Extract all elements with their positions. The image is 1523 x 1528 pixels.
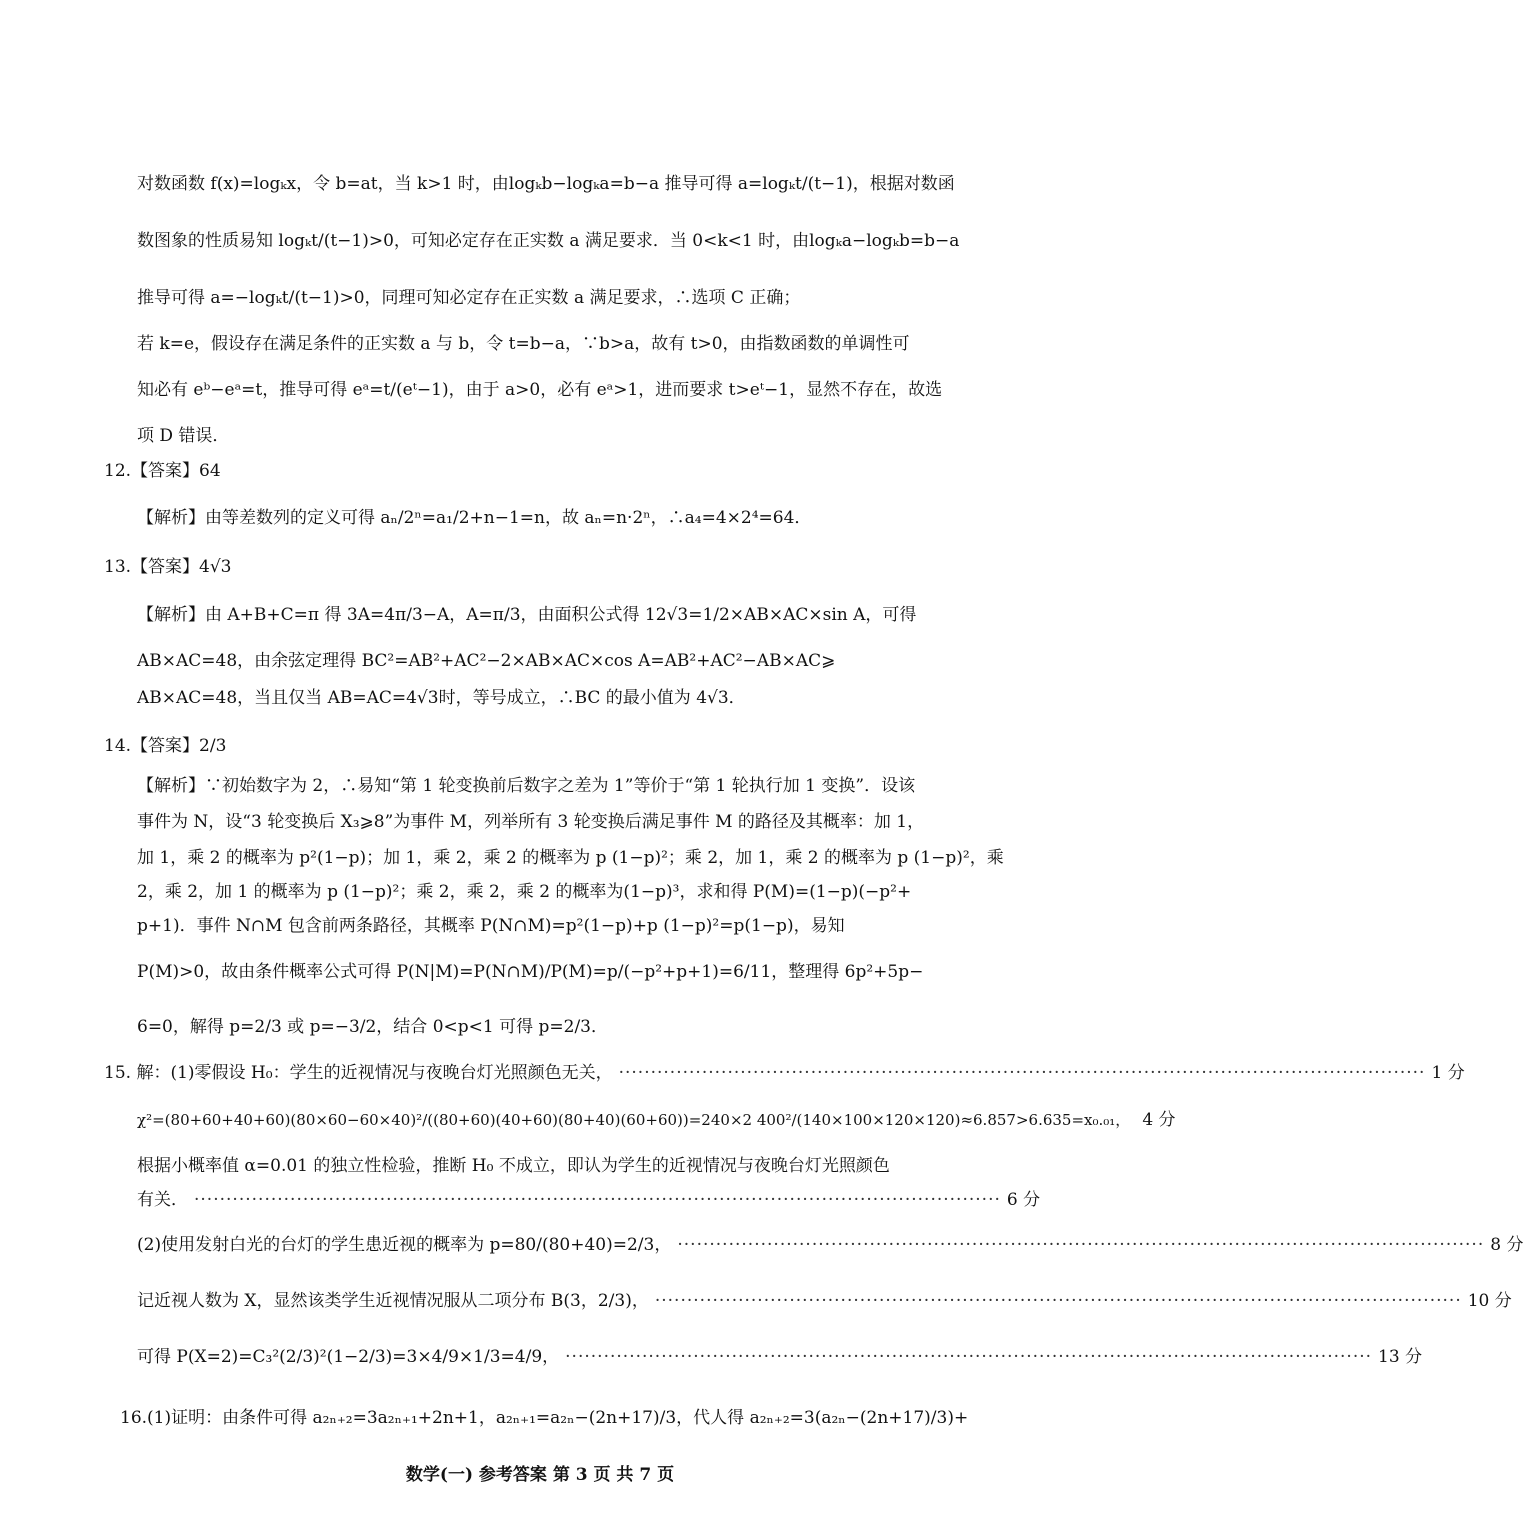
solution-15-text: 记近视人数为 X，显然该类学生近视情况服从二项分布 B(3，2/3)， bbox=[137, 1291, 649, 1311]
solution-15-text: 有关． bbox=[137, 1190, 188, 1210]
text-line: 推导可得 a=−logₖt/(t−1)>0，同理可知必定存在正实数 a 满足要求，∴选项 C 正确； bbox=[137, 288, 801, 308]
leader-dots bbox=[677, 1233, 1484, 1257]
score-points: 1 分 bbox=[1431, 1063, 1465, 1083]
solution-16-line: 16.(1)证明：由条件可得 a₂ₙ₊₂=3a₂ₙ₊₁+2n+1，a₂ₙ₊₁=a₂ₙ−(2n+17)/3，代人得 a₂ₙ₊₂=3(a₂ₙ−(2n+17)/3)+ bbox=[120, 1408, 969, 1428]
answer-14-heading: 14.【答案】2/3 bbox=[104, 736, 227, 756]
solution-15-text: 可得 P(X=2)=C₃²(2/3)²(1−2/3)=3×4/9×1/3=4/9， bbox=[137, 1347, 560, 1367]
solution-15-text: (2)使用发射白光的台灯的学生患近视的概率为 p=80/(80+40)=2/3， bbox=[137, 1235, 672, 1255]
solution-15-line bbox=[104, 1061, 1465, 1085]
answer-12-heading: 12.【答案】64 bbox=[104, 461, 221, 481]
solution-14-line: 【解析】∵初始数字为 2，∴易知“第 1 轮变换前后数字之差为 1”等价于“第 1 轮执行加 1 变换”．设该 bbox=[137, 776, 916, 796]
solution-13-line: 【解析】由 A+B+C=π 得 3A=4π/3−A，A=π/3，由面积公式得 12√3=1/2×AB×AC×sin A，可得 bbox=[137, 605, 917, 625]
solution-15-line bbox=[137, 1188, 1041, 1212]
solution-15-line bbox=[137, 1289, 1512, 1313]
page-footer: 数学(一) 参考答案 第 3 页 共 7 页 bbox=[405, 1465, 675, 1485]
score-points: 4 分 bbox=[1142, 1110, 1176, 1130]
solution-15-line bbox=[137, 1108, 1176, 1132]
leader-dots bbox=[565, 1345, 1372, 1369]
text-line: 数图象的性质易知 logₖt/(t−1)>0，可知必定存在正实数 a 满足要求．当 0<k<1 时，由logₖa−logₖb=b−a bbox=[137, 231, 960, 251]
score-points: 8 分 bbox=[1490, 1235, 1523, 1255]
solution-14-line: 加 1，乘 2 的概率为 p²(1−p)；加 1，乘 2，乘 2 的概率为 p (1−p)²；乘 2，加 1，乘 2 的概率为 p (1−p)²，乘 bbox=[137, 848, 1004, 868]
solution-15-text: 15. 解：(1)零假设 H₀：学生的近视情况与夜晚台灯光照颜色无关， bbox=[104, 1063, 613, 1083]
score-points: 13 分 bbox=[1378, 1347, 1423, 1367]
solution-15-line: 根据小概率值 α=0.01 的独立性检验，推断 H₀ 不成立，即认为学生的近视情况与夜晚台灯光照颜色 bbox=[137, 1156, 890, 1176]
score-points: 10 分 bbox=[1467, 1291, 1512, 1311]
leader-dots bbox=[194, 1188, 1001, 1212]
solution-14-line: p+1)．事件 N∩M 包含前两条路径，其概率 P(N∩M)=p²(1−p)+p (1−p)²=p(1−p)，易知 bbox=[137, 916, 845, 936]
solution-15-line bbox=[137, 1345, 1423, 1369]
solution-14-line: P(M)>0，故由条件概率公式可得 P(N|M)=P(N∩M)/P(M)=p/(−p²+p+1)=6/11，整理得 6p²+5p− bbox=[137, 962, 924, 982]
text-line: 知必有 eᵇ−eᵃ=t，推导可得 eᵃ=t/(eᵗ−1)，由于 a>0，必有 eᵃ>1，进而要求 t>eᵗ−1，显然不存在，故选 bbox=[137, 380, 943, 400]
solution-14-line: 6=0，解得 p=2/3 或 p=−3/2，结合 0<p<1 可得 p=2/3． bbox=[137, 1017, 609, 1037]
solution-14-line: 事件为 N，设“3 轮变换后 X₃⩾8”为事件 M，列举所有 3 轮变换后满足事件 M 的路径及其概率：加 1， bbox=[137, 812, 925, 832]
solution-12: 【解析】由等差数列的定义可得 aₙ/2ⁿ=a₁/2+n−1=n，故 aₙ=n·2ⁿ，∴a₄=4×2⁴=64． bbox=[137, 508, 812, 528]
solution-13-line: AB×AC=48，当且仅当 AB=AC=4√3时，等号成立，∴BC 的最小值为 4√3． bbox=[137, 688, 746, 708]
solution-13-line: AB×AC=48，由余弦定理得 BC²=AB²+AC²−2×AB×AC×cos A=AB²+AC²−AB×AC⩾ bbox=[137, 651, 836, 671]
text-line: 项 D 错误． bbox=[137, 426, 230, 446]
text-line: 对数函数 f(x)=logₖx，令 b=at，当 k>1 时，由logₖb−logₖa=b−a 推导可得 a=logₖt/(t−1)，根据对数函 bbox=[137, 174, 955, 194]
solution-15-text: χ²=(80+60+40+60)(80×60−60×40)²/((80+60)(40+60)(80+40)(60+60))=240×2 400²/(140×100×120×120)≈6.857>6.635=x₀.₀₁， bbox=[137, 1111, 1131, 1129]
leader-dots bbox=[655, 1289, 1462, 1313]
score-points: 6 分 bbox=[1006, 1190, 1041, 1210]
solution-15-line bbox=[137, 1233, 1523, 1257]
answer-13-heading: 13.【答案】4√3 bbox=[104, 557, 232, 577]
text-line: 若 k=e，假设存在满足条件的正实数 a 与 b，令 t=b−a，∵b>a，故有 t>0，由指数函数的单调性可 bbox=[137, 334, 910, 354]
leader-dots bbox=[619, 1061, 1426, 1085]
solution-14-line: 2，乘 2，加 1 的概率为 p (1−p)²；乘 2，乘 2，乘 2 的概率为(1−p)³，求和得 P(M)=(1−p)(−p²+ bbox=[137, 882, 912, 902]
